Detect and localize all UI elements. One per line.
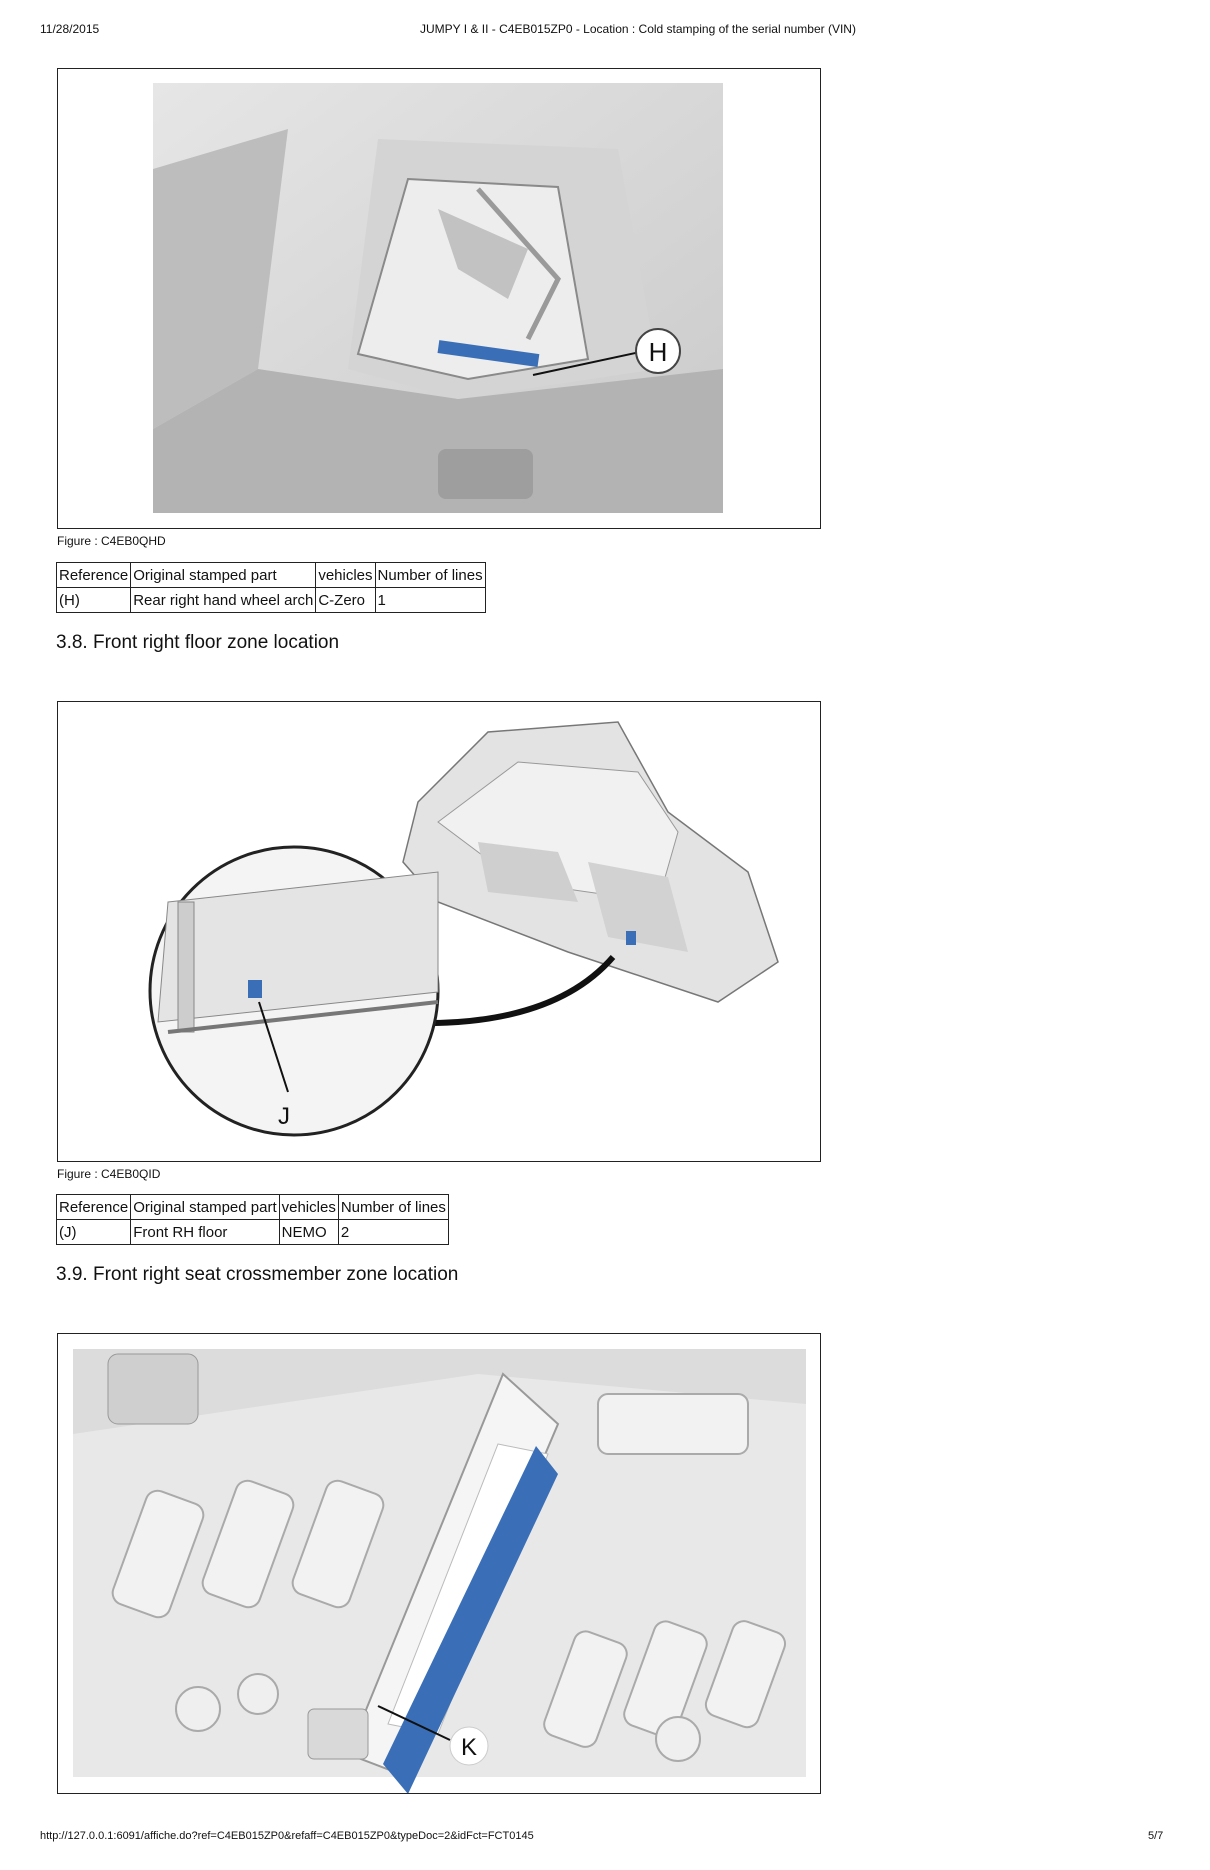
table-cell: 1	[375, 588, 485, 613]
section-title-seat-crossmember: 3.9. Front right seat crossmember zone location	[56, 1264, 459, 1285]
header-date: 11/28/2015	[40, 22, 100, 36]
front-floor-illustration	[58, 702, 821, 1162]
footer-url[interactable]: http://127.0.0.1:6091/affiche.do?ref=C4EB015ZP0&refaff=C4EB015ZP0&typeDoc=2&idFct=FCT0145	[40, 1830, 534, 1842]
header-title: JUMPY I & II - C4EB015ZP0 - Location : Cold stamping of the serial number (VIN)	[420, 22, 856, 36]
table-cell: 2	[338, 1220, 448, 1245]
section-title-front-floor: 3.8. Front right floor zone location	[56, 632, 340, 653]
figure-front-floor	[57, 701, 821, 1162]
table-header-row	[57, 563, 486, 588]
callout-j: J	[278, 1103, 290, 1130]
table-cell: (J)	[57, 1220, 131, 1245]
table-header-cell: vehicles	[279, 1195, 338, 1220]
table-header-cell: Reference	[57, 1195, 131, 1220]
seat-crossmember-illustration	[58, 1334, 821, 1794]
rear-wheel-arch-illustration	[58, 69, 821, 529]
table-header-row	[57, 1195, 449, 1220]
table-header-cell: vehicles	[316, 563, 375, 588]
table-cell: C-Zero	[316, 588, 375, 613]
table-header-cell: Reference	[57, 563, 131, 588]
table-cell: Front RH floor	[131, 1220, 279, 1245]
figure-rear-wheel-arch	[57, 68, 821, 529]
figure-caption: Figure : C4EB0QHD	[57, 534, 166, 548]
stamping-zone-j-small	[626, 931, 636, 945]
table-header-cell: Original stamped part	[131, 563, 316, 588]
table-row	[57, 1220, 449, 1245]
table-header-cell: Number of lines	[338, 1195, 448, 1220]
callout-h: H	[648, 337, 668, 367]
reference-table-j	[56, 1194, 449, 1245]
table-cell: NEMO	[279, 1220, 338, 1245]
figure-seat-crossmember	[57, 1333, 821, 1794]
table-cell: Rear right hand wheel arch	[131, 588, 316, 613]
callout-k: K	[460, 1734, 478, 1761]
table-header-cell: Original stamped part	[131, 1195, 279, 1220]
table-header-cell: Number of lines	[375, 563, 485, 588]
figure-caption: Figure : C4EB0QID	[57, 1167, 161, 1181]
reference-table-h	[56, 562, 486, 613]
stamping-zone-j	[248, 980, 262, 998]
table-cell: (H)	[57, 588, 131, 613]
footer-page-number: 5/7	[1148, 1830, 1164, 1842]
table-row	[57, 588, 486, 613]
